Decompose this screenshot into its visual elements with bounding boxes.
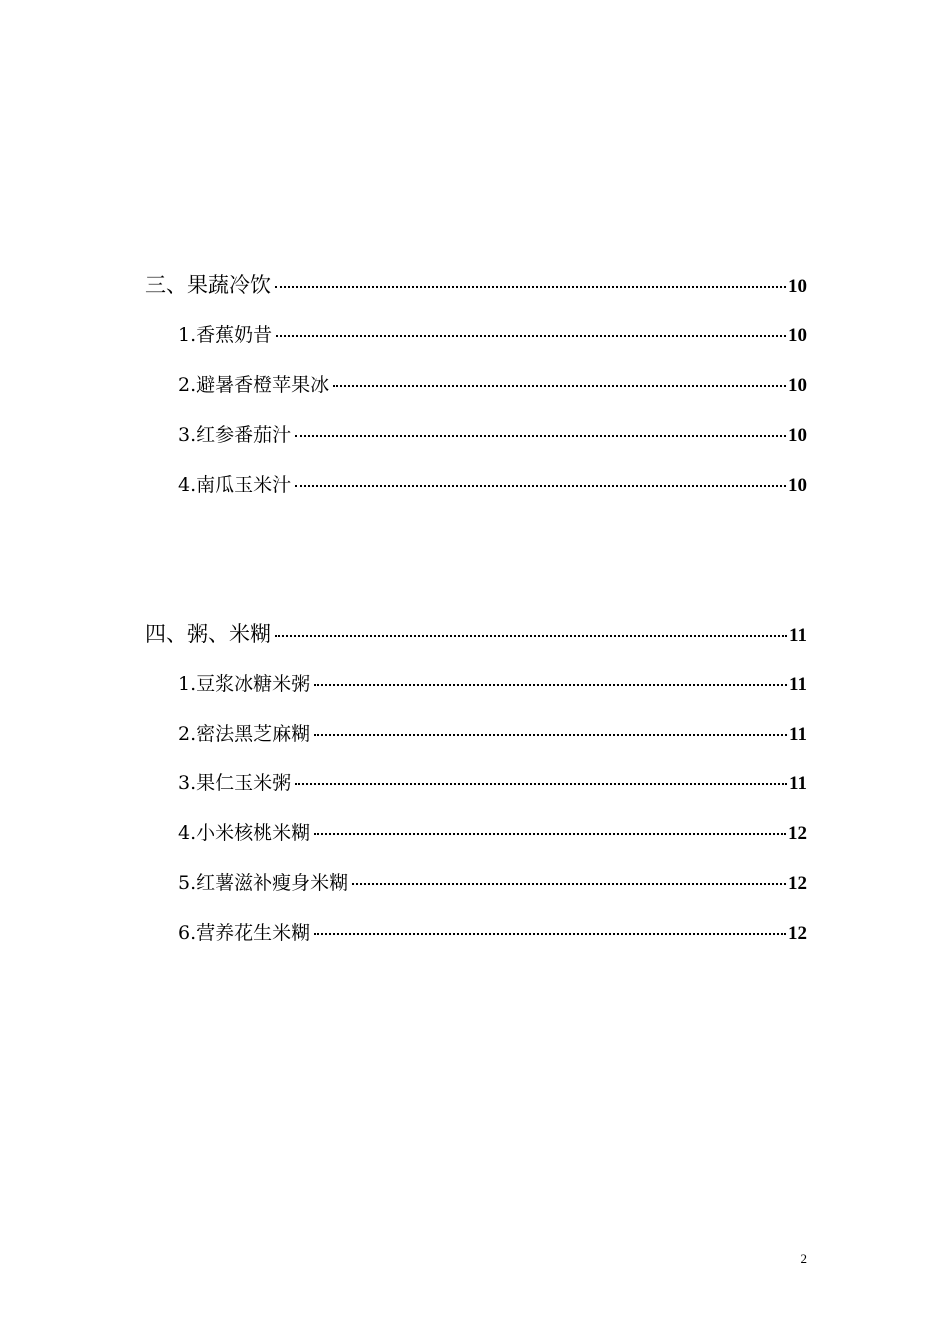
toc-entry-title: 3.果仁玉米粥 — [178, 772, 292, 794]
dot-leader — [295, 485, 786, 487]
toc-entry-title: 1.豆浆冰糖米粥 — [178, 673, 311, 695]
toc-entry[interactable] — [178, 818, 807, 848]
toc-page-number: 12 — [788, 923, 807, 944]
toc-page-number: 12 — [788, 873, 807, 894]
toc-entry[interactable] — [178, 420, 807, 450]
dot-leader — [314, 734, 787, 736]
toc-entry-title: 4.南瓜玉米汁 — [178, 474, 292, 496]
toc-page-number: 11 — [789, 625, 807, 646]
dot-leader — [314, 833, 786, 835]
toc-page-number: 12 — [788, 823, 807, 844]
toc-section-title: 三、果蔬冷饮 — [145, 273, 271, 297]
dot-leader — [352, 883, 786, 885]
toc-section-title: 四、粥、米糊 — [145, 622, 271, 646]
dot-leader — [314, 684, 787, 686]
dot-leader — [314, 933, 786, 935]
toc-entry-title: 4.小米核桃米糊 — [178, 822, 311, 844]
toc-entry-title: 1.香蕉奶昔 — [178, 324, 273, 346]
toc-page-number: 10 — [788, 475, 807, 496]
toc-entry-title: 2.避暑香橙苹果冰 — [178, 374, 330, 396]
toc-entry[interactable] — [178, 768, 807, 798]
dot-leader — [275, 286, 786, 288]
toc-entry[interactable] — [178, 719, 807, 749]
toc-entry[interactable] — [178, 669, 807, 699]
dot-leader — [333, 385, 786, 387]
toc-entry-title: 3.红参番茄汁 — [178, 424, 292, 446]
toc-entry[interactable] — [178, 868, 807, 898]
toc-page-number: 11 — [789, 773, 807, 794]
toc-section-heading[interactable] — [145, 270, 807, 300]
dot-leader — [275, 635, 787, 637]
toc-page-number: 10 — [788, 276, 807, 297]
toc-section-heading[interactable] — [145, 619, 807, 649]
toc-entry[interactable] — [178, 370, 807, 400]
dot-leader — [276, 335, 786, 337]
toc-page-number: 11 — [789, 724, 807, 745]
toc-page-number: 11 — [789, 674, 807, 695]
toc-page-number: 10 — [788, 325, 807, 346]
page-footer-number: 2 — [800, 1251, 807, 1266]
dot-leader — [295, 435, 786, 437]
toc-page-number: 10 — [788, 375, 807, 396]
toc-entry[interactable] — [178, 918, 807, 948]
toc-entry[interactable] — [178, 470, 807, 500]
toc-entry-title: 6.营养花生米糊 — [178, 922, 311, 944]
toc-entry-title: 5.红薯滋补瘦身米糊 — [178, 872, 349, 894]
toc-page-number: 10 — [788, 425, 807, 446]
toc-entry[interactable] — [178, 320, 807, 350]
dot-leader — [295, 783, 787, 785]
toc-entry-title: 2.密法黑芝麻糊 — [178, 723, 311, 745]
